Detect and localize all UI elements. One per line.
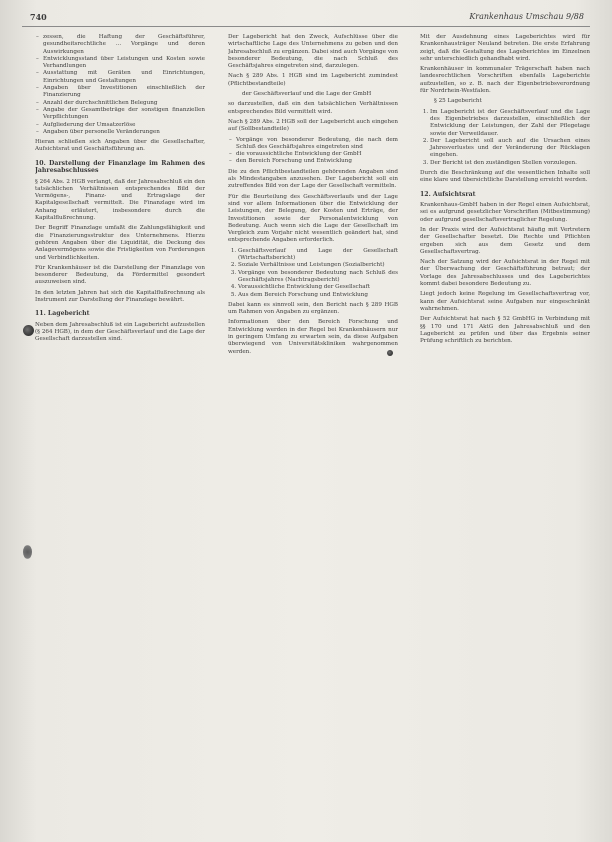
list-item: 2. Der Lagebericht soll auch auf die Ursachen eines Jahresverlustes und der Veränderung der Rücklagen eingehen.: [430, 138, 590, 160]
paragraph: Hieran schließen sich Angaben über die Gesellschafter, Aufsichtsrat und Geschäftsführung an.: [35, 139, 205, 153]
paragraph: Für die Beurteilung des Geschäftsverlaufs und der Lage sind vor allem Informationen über die Entwicklung der Leistungen, der Belegung, der Kosten und Erträge, der Investitionen sowie der Personalentwicklung von Bedeutung. Auch wenn sich die Lage der Gesellschaft im Vergleich zum Vorjahr nicht wesentlich geändert hat, sind entsprechende Angaben erforderlich.: [228, 193, 398, 244]
punch-hole-icon: [23, 325, 34, 336]
paragraph: Nach der Satzung wird der Aufsichtsrat in der Regel mit der Überwachung der Geschäftsführung betraut; der Vorlage des Jahresabschlusses und des Lageberichtes kommt dabei besondere Bedeutung zu.: [420, 259, 590, 288]
list-item: 3. Vorgänge von besonderer Bedeutung nach Schluß des Geschäftsjahres (Nachtragsbericht): [238, 270, 398, 285]
paragraph: so darzustellen, daß ein den tatsächlichen Verhältnissen entsprechendes Bild vermittelt wird.: [228, 101, 398, 115]
paragraph: Die zu den Pflichtbestandteilen gehörenden Angaben sind als Mindestangaben anzusehen. Der Lagebericht soll ein zutreffendes Bild von der Lage der Gesellschaft vermitteln.: [228, 168, 398, 190]
page-header: [22, 12, 590, 27]
list-item: 4. Voraussichtliche Entwicklung der Gesellschaft: [238, 284, 398, 291]
list-item: – Entwicklungsstand über Leistungen und Kosten sowie Verhandlungen: [43, 56, 205, 71]
list-item: – Anzahl der durchschnittlichen Belegung: [43, 100, 205, 107]
paragraph: Mit der Ausdehnung eines Lageberichtes wird für Krankenhausträger Neuland betreten. Die erste Erfahrung zeigt, daß die Gestaltung des Lageberichtes im Einzelnen sehr unterschiedlich gehandhabt wird.: [420, 34, 590, 62]
list-item: 3. Der Bericht ist den zuständigen Stellen vorzulegen.: [430, 160, 590, 167]
list-item: – Ausstattung mit Geräten und Einrichtungen, Einrichtungen und Gestaltungen: [43, 70, 205, 85]
list-item: – Angaben über Investitionen einschließlich der Finanzierung: [43, 85, 205, 100]
paragraph: § 264 Abs. 2 HGB verlangt, daß der Jahresabschluß ein den tatsächlichen Verhältnissen entsprechendes Bild der Vermögens-, Finanz- und Ertragslage der Kapitalgesellschaft vermittelt. Die Finanzlage wird im Anhang erläutert, insbesondere durch die Kapitalflußrechnung.: [35, 178, 205, 222]
page-number: 740: [30, 12, 47, 22]
paragraph: In der Praxis wird der Aufsichtsrat häufig mit Vertretern der Gesellschafter besetzt. Die Rechte und Pflichten ergeben sich aus dem Gesetz und dem Gesellschaftsvertrag.: [420, 226, 590, 255]
paragraph: Der Begriff Finanzlage umfaßt die Zahlungsfähigkeit und die Finanzierungsstruktur des Unternehmens. Hierzu gehören Angaben über die Liquidität, die Deckung des Anlagevermögens sowie die Fristigkeiten von Forderungen und Verbindlichkeiten.: [35, 225, 205, 261]
paragraph: Nach § 289 Abs. 2 HGB soll der Lagebericht auch eingehen auf (Sollbestandteile): [228, 118, 398, 133]
list-item: 5. Aus dem Bereich Forschung und Entwicklung: [238, 292, 398, 299]
list-item: – zessen, die Haftung der Geschäftsführer, gesundheitsrechtliche ... Vorgänge und deren Auswirkungen: [43, 34, 205, 56]
column-middle: [228, 34, 398, 834]
subheading: § 25 Lagebericht: [434, 98, 482, 105]
list-item: 1. Geschäftsverlauf und Lage der Gesellschaft (Wirtschaftsbericht): [238, 248, 398, 263]
paragraph: Neben dem Jahresabschluß ist ein Lagebericht aufzustellen (§ 264 HGB), in dem der Geschäftsverlauf und die Lage der Gesellschaft darzustellen sind.: [35, 321, 205, 343]
paragraph: Nach § 289 Abs. 1 HGB sind im Lagebericht zumindest (Pflichtbestandteile): [228, 73, 398, 87]
bullet-list: [35, 34, 205, 136]
ink-blot: [23, 545, 32, 559]
paragraph: Durch die Beschränkung auf die wesentlichen Inhalte soll eine klare und übersichtliche Darstellung erreicht werden.: [420, 170, 590, 184]
bullet-list: [228, 137, 398, 166]
list-item: 2. Soziale Verhältnisse und Leistungen (Sozialbericht): [238, 262, 398, 269]
paragraph: Der Lagebericht hat den Zweck, Aufschlüsse über die wirtschaftliche Lage des Unternehmens zu geben und den Jahresabschluß zu ergänzen. Dabei sind auch Vorgänge von besonderer Bedeutung, die nach Schluß des Geschäftsjahres eingetreten sind, darzulegen.: [228, 34, 398, 70]
numbered-list: [228, 248, 398, 299]
paragraph: Informationen über den Bereich Forschung und Entwicklung werden in der Regel bei Krankenhäusern nur in geringem Umfang zu erwarten sein, da diese Aufgaben überwiegend von Universitätskliniken wahrgenommen werden.: [228, 319, 398, 355]
paragraph: Krankenhaus-GmbH haben in der Regel einen Aufsichtsrat, sei es aufgrund gesetzlicher Vorschriften (Mitbestimmung) oder aufgrund gesellschaftsvertraglicher Regelung.: [420, 202, 590, 223]
paragraph: Für Krankenhäuser ist die Darstellung der Finanzlage von besonderer Bedeutung, da Fördermittel gesondert auszuweisen sind.: [35, 264, 205, 286]
running-title: Krankenhaus Umschau 9/88: [469, 12, 584, 21]
section-heading: 12. Aufsichtsrat: [420, 190, 476, 198]
paragraph: Liegt jedoch keine Regelung im Gesellschaftsvertrag vor, kann der Aufsichtsrat seine Aufgaben nur eingeschränkt wahrnehmen.: [420, 291, 590, 312]
numbered-list: [420, 109, 590, 167]
section-heading: 11. Lagebericht: [35, 310, 90, 318]
list-item: – Vorgänge von besonderer Bedeutung, die nach dem Schluß des Geschäftsjahres eingetreten sind: [236, 137, 398, 152]
indented-text: der Geschäftsverlauf und die Lage der GmbH: [242, 91, 372, 98]
paragraph: Krankenhäuser in kommunaler Trägerschaft haben nach landesrechtlichen Vorschriften ebenfalls Lageberichte aufzustellen, so z. B. nach der Eigenbetriebsverordnung für Nordrhein-Westfalen.: [420, 66, 590, 95]
section-heading: 10. Darstellung der Finanzlage im Rahmen des Jahresabschlusses: [35, 159, 205, 175]
column-left: [35, 34, 205, 834]
list-item: – Angaben über personelle Veränderungen: [43, 129, 205, 136]
paragraph: In den letzten Jahren hat sich die Kapitalflußrechnung als Instrument zur Darstellung der Finanzlage bewährt.: [35, 289, 205, 304]
list-item: – die voraussichtliche Entwicklung der GmbH: [236, 151, 398, 158]
paragraph: Dabei kann es sinnvoll sein, den Bericht nach § 289 HGB um Rahmen von Angaben zu ergänzen.: [228, 301, 398, 316]
list-item: – Angabe der Gesamtbeträge der sonstigen finanziellen Verpflichtungen: [43, 107, 205, 122]
column-right: [420, 34, 590, 834]
list-item: 1. Im Lagebericht ist der Geschäftsverlauf und die Lage des Eigenbetriebes darzustellen, einschließlich der Entwicklung der Leistungen, der Zahl der Pflegetage sowie der Verweildauer.: [430, 109, 590, 138]
list-item: – den Bereich Forschung und Entwicklung: [236, 158, 398, 165]
list-item: – Aufgliederung der Umsatzerlöse: [43, 122, 205, 129]
paragraph: Der Aufsichtsrat hat nach § 52 GmbHG in Verbindung mit §§ 170 und 171 AktG den Jahresabschluß und den Lagebericht zu prüfen und über das Ergebnis seiner Prüfung schriftlich zu berichten.: [420, 316, 590, 345]
